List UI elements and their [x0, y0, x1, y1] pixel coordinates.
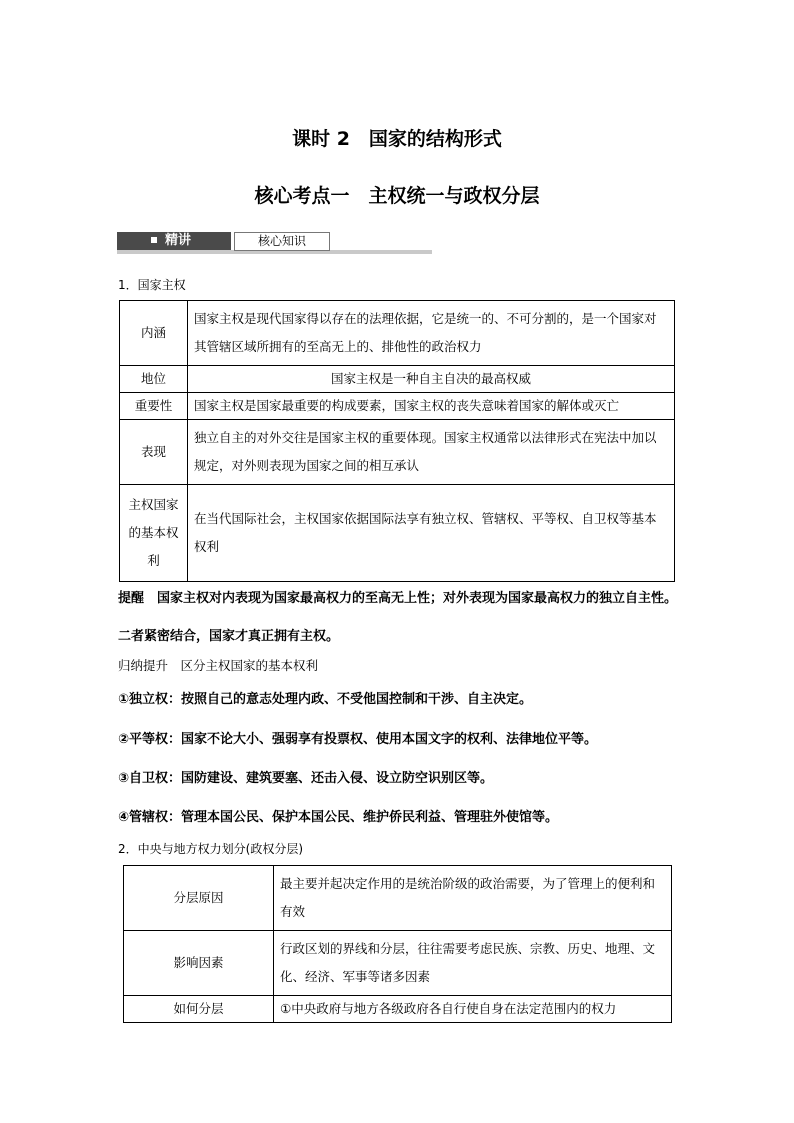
table-row-body: 在当代国际社会，主权国家依据国际法享有独立权、管辖权、平等权、自卫权等基本权利	[188, 485, 675, 582]
table-row-head: 地位	[120, 366, 188, 393]
tip-text: 国家主权对内表现为国家最高权力的至高无上性；对外表现为国家最高权力的独立自主性。二者紧密结合，国家才真正拥有主权。	[118, 591, 678, 644]
table-row-head: 重要性	[120, 393, 188, 420]
part2-heading: 2．中央与地方权力划分(政权分层)	[118, 842, 303, 856]
table-row-body: 国家主权是现代国家得以存在的法理依据，它是统一的、不可分割的，是一个国家对其管辖区域所拥有的至高无上的、排他性的政治权力	[188, 301, 675, 366]
table-row-head: 如何分层	[124, 996, 274, 1023]
table-row-head: 表现	[120, 420, 188, 485]
summary-label: 归纳提升	[118, 658, 169, 673]
table-row	[120, 485, 675, 582]
tip-paragraph	[118, 580, 678, 656]
table-row-head: 分层原因	[124, 866, 274, 931]
sovereignty-table	[119, 300, 675, 582]
table-row-body: 独立自主的对外交往是国家主权的重要体现。国家主权通常以法律形式在宪法中加以规定，对外则表现为国家之间的相互承认	[188, 420, 675, 485]
summary-title: 区分主权国家的基本权利	[180, 658, 319, 673]
part1-heading: 1．国家主权	[118, 278, 186, 292]
lesson-title: 课时 2 国家的结构形式	[292, 128, 502, 150]
table-row-head: 内涵	[120, 301, 188, 366]
tip-label: 提醒	[118, 591, 145, 606]
table-row	[120, 420, 675, 485]
table-row	[124, 931, 672, 996]
table-row-body: ①中央政府与地方各级政府各自行使自身在法定范围内的权力	[274, 996, 672, 1023]
square-bullet-icon	[151, 237, 157, 243]
table-row	[120, 366, 675, 393]
section-title: 核心考点一 主权统一与政权分层	[254, 185, 540, 207]
table-row-body: 国家主权是国家最重要的构成要素，国家主权的丧失意味着国家的解体或灭亡	[188, 393, 675, 420]
table-row	[124, 866, 672, 931]
table-row	[120, 393, 675, 420]
banner-dark-tab	[117, 232, 231, 250]
summary-item: ①独立权：按照自己的意志处理内政、不受他国控制和干涉、自主决定。	[118, 692, 533, 707]
summary-heading	[118, 656, 318, 674]
table-row-head: 影响因素	[124, 931, 274, 996]
table-row	[120, 301, 675, 366]
power-division-table	[123, 865, 672, 1023]
table-row-body: 行政区划的界线和分层，往往需要考虑民族、宗教、历史、地理、文化、经济、军事等诸多因素	[274, 931, 672, 996]
banner-dark-label: 精讲	[165, 233, 192, 248]
summary-item: ④管辖权：管理本国公民、保护本国公民、维护侨民利益、管理驻外使馆等。	[118, 810, 559, 825]
summary-item: ②平等权：国家不论大小、强弱享有投票权、使用本国文字的权利、法律地位平等。	[118, 732, 598, 747]
table-row	[124, 996, 672, 1023]
table-row-body: 国家主权是一种自主自决的最高权威	[188, 366, 675, 393]
banner-light-tab: 核心知识	[234, 232, 330, 251]
table-row-head: 主权国家的基本权利	[120, 485, 188, 582]
table-row-body: 最主要并起决定作用的是统治阶级的政治需要，为了管理上的便利和有效	[274, 866, 672, 931]
section-banner	[117, 232, 432, 256]
summary-item: ③自卫权：国防建设、建筑要塞、还击入侵、设立防空识别区等。	[118, 771, 494, 786]
